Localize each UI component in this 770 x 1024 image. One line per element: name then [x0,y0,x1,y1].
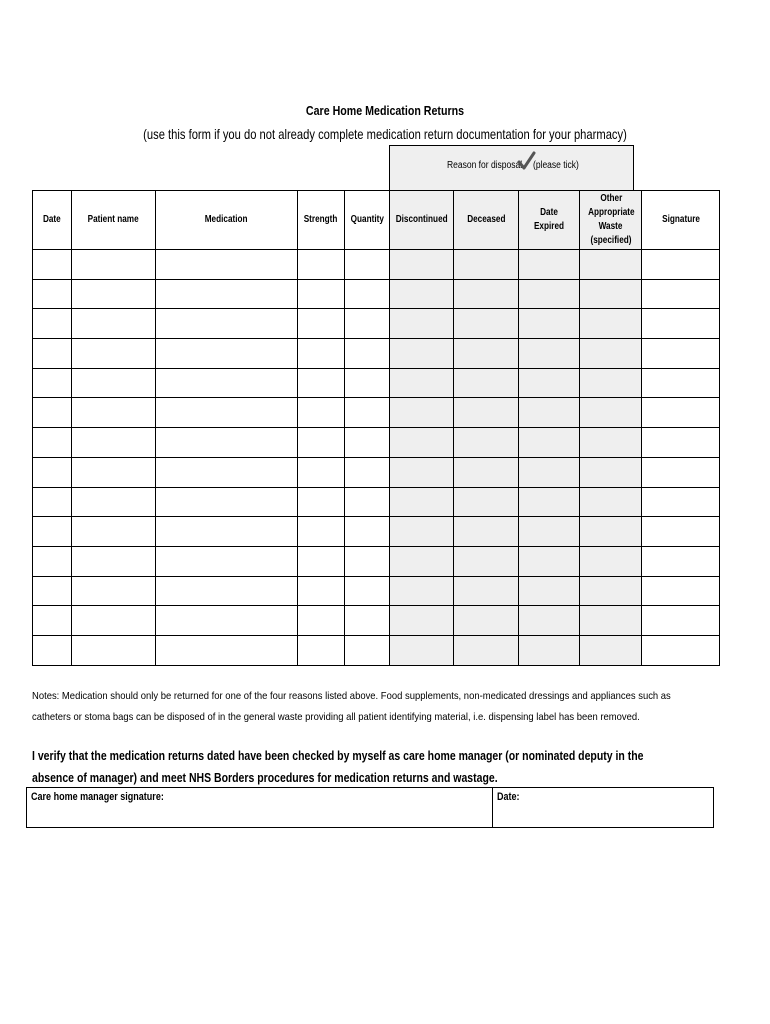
cell-patient-name[interactable] [72,368,156,398]
cell-date-expired[interactable] [519,576,580,606]
cell-deceased[interactable] [454,546,519,576]
col-strength: Strength [298,191,345,250]
col-discontinued: Discontinued [390,191,454,250]
cell-other-waste[interactable] [580,250,642,280]
cell-deceased[interactable] [454,635,519,665]
cell-medication[interactable] [156,517,298,547]
cell-other-waste[interactable] [580,546,642,576]
cell-discontinued[interactable] [390,457,454,487]
cell-date[interactable] [33,339,72,369]
cell-discontinued[interactable] [390,606,454,636]
cell-signature[interactable] [642,279,720,309]
cell-quantity[interactable] [345,457,390,487]
cell-date-expired[interactable] [519,279,580,309]
cell-strength[interactable] [298,517,345,547]
cell-other-waste[interactable] [580,279,642,309]
cell-signature[interactable] [642,250,720,280]
cell-medication[interactable] [156,635,298,665]
cell-date-expired[interactable] [519,428,580,458]
cell-signature[interactable] [642,309,720,339]
cell-signature[interactable] [642,398,720,428]
cell-other-waste[interactable] [580,457,642,487]
table-row [33,576,720,606]
cell-date[interactable] [33,546,72,576]
table-row [33,457,720,487]
cell-medication[interactable] [156,279,298,309]
cell-medication[interactable] [156,457,298,487]
cell-strength[interactable] [298,576,345,606]
cell-signature[interactable] [642,457,720,487]
table-row [33,517,720,547]
cell-patient-name[interactable] [72,398,156,428]
col-signature: Signature [642,191,720,250]
cell-quantity[interactable] [345,279,390,309]
cell-quantity[interactable] [345,606,390,636]
cell-date[interactable] [33,368,72,398]
cell-strength[interactable] [298,606,345,636]
cell-other-waste[interactable] [580,368,642,398]
cell-date-expired[interactable] [519,546,580,576]
cell-date-expired[interactable] [519,398,580,428]
cell-strength[interactable] [298,368,345,398]
notes-text: Notes: Medication should only be returned for one of the four reasons listed above. Food supplements, non-medicated dressings and appliances such as catheters or stoma bags can be disposed of in the general waste providing all patient identifying material, i.e. dispensing label has been removed. [32,690,671,723]
cell-date-expired[interactable] [519,339,580,369]
cell-date[interactable] [33,487,72,517]
cell-patient-name[interactable] [72,457,156,487]
cell-quantity[interactable] [345,398,390,428]
cell-discontinued[interactable] [390,368,454,398]
date-label: Date: [497,791,520,803]
cell-signature[interactable] [642,606,720,636]
cell-deceased[interactable] [454,487,519,517]
cell-date[interactable] [33,606,72,636]
cell-quantity[interactable] [345,309,390,339]
cell-discontinued[interactable] [390,250,454,280]
cell-deceased[interactable] [454,517,519,547]
cell-patient-name[interactable] [72,250,156,280]
col-medication: Medication [156,191,298,250]
cell-quantity[interactable] [345,635,390,665]
cell-medication[interactable] [156,546,298,576]
cell-deceased[interactable] [454,309,519,339]
cell-discontinued[interactable] [390,398,454,428]
cell-patient-name[interactable] [72,576,156,606]
cell-date[interactable] [33,635,72,665]
cell-signature[interactable] [642,368,720,398]
cell-patient-name[interactable] [72,487,156,517]
cell-strength[interactable] [298,546,345,576]
cell-discontinued[interactable] [390,635,454,665]
form-subtitle: (use this form if you do not already complete medication return documentation for your pharmacy) [143,126,627,142]
reason-for-disposal-label: Reason for disposal [447,160,523,171]
cell-date[interactable] [33,428,72,458]
cell-quantity[interactable] [345,428,390,458]
cell-discontinued[interactable] [390,487,454,517]
cell-date[interactable] [33,517,72,547]
cell-deceased[interactable] [454,576,519,606]
cell-patient-name[interactable] [72,339,156,369]
cell-quantity[interactable] [345,250,390,280]
cell-date[interactable] [33,309,72,339]
table-row [33,309,720,339]
col-quantity: Quantity [345,191,390,250]
cell-strength[interactable] [298,279,345,309]
cell-signature[interactable] [642,517,720,547]
cell-patient-name[interactable] [72,279,156,309]
cell-discontinued[interactable] [390,428,454,458]
cell-signature[interactable] [642,428,720,458]
cell-date[interactable] [33,279,72,309]
cell-date-expired[interactable] [519,309,580,339]
cell-discontinued[interactable] [390,279,454,309]
table-row [33,250,720,280]
table-row [33,279,720,309]
cell-patient-name[interactable] [72,635,156,665]
cell-quantity[interactable] [345,517,390,547]
cell-signature[interactable] [642,576,720,606]
cell-other-waste[interactable] [580,309,642,339]
cell-quantity[interactable] [345,339,390,369]
cell-strength[interactable] [298,487,345,517]
cell-date-expired[interactable] [519,606,580,636]
cell-patient-name[interactable] [72,546,156,576]
cell-deceased[interactable] [454,368,519,398]
col-date: Date [33,191,72,250]
signature-box [26,787,714,828]
cell-discontinued[interactable] [390,546,454,576]
cell-signature[interactable] [642,339,720,369]
col-date-expired: Date Expired [519,191,580,250]
table-row [33,398,720,428]
cell-deceased[interactable] [454,606,519,636]
cell-strength[interactable] [298,398,345,428]
cell-date[interactable] [33,576,72,606]
cell-date-expired[interactable] [519,517,580,547]
cell-patient-name[interactable] [72,428,156,458]
table-row [33,546,720,576]
cell-medication[interactable] [156,339,298,369]
cell-other-waste[interactable] [580,487,642,517]
cell-other-waste[interactable] [580,635,642,665]
verification-statement: I verify that the medication returns dated have been checked by myself as care home manager (or nominated deputy in the absence of manager) and meet NHS Borders procedures for medication returns and wastage. [32,749,644,785]
table-row [33,368,720,398]
cell-medication[interactable] [156,398,298,428]
cell-other-waste[interactable] [580,517,642,547]
cell-patient-name[interactable] [72,309,156,339]
cell-strength[interactable] [298,457,345,487]
cell-deceased[interactable] [454,339,519,369]
cell-discontinued[interactable] [390,576,454,606]
cell-deceased[interactable] [454,457,519,487]
cell-deceased[interactable] [454,279,519,309]
please-tick-label: (please tick) [533,160,579,171]
table-row [33,428,720,458]
col-other-waste: Other Appropriate Waste (specified) [580,191,642,250]
cell-date-expired[interactable] [519,368,580,398]
cell-strength[interactable] [298,635,345,665]
cell-quantity[interactable] [345,368,390,398]
cell-discontinued[interactable] [390,339,454,369]
cell-strength[interactable] [298,339,345,369]
cell-other-waste[interactable] [580,576,642,606]
cell-deceased[interactable] [454,428,519,458]
date-field[interactable] [493,788,714,828]
cell-date-expired[interactable] [519,250,580,280]
cell-medication[interactable] [156,428,298,458]
table-header-row [33,191,720,250]
col-patient-name: Patient name [72,191,156,250]
returns-table [32,190,720,666]
manager-signature-field[interactable] [27,788,493,828]
cell-quantity[interactable] [345,576,390,606]
cell-date[interactable] [33,398,72,428]
cell-medication[interactable] [156,250,298,280]
table-row [33,487,720,517]
cell-date-expired[interactable] [519,487,580,517]
cell-strength[interactable] [298,250,345,280]
manager-signature-label: Care home manager signature: [31,791,164,803]
cell-patient-name[interactable] [72,517,156,547]
cell-other-waste[interactable] [580,398,642,428]
cell-deceased[interactable] [454,398,519,428]
table-row [33,339,720,369]
table-row [33,606,720,636]
cell-discontinued[interactable] [390,309,454,339]
cell-quantity[interactable] [345,546,390,576]
table-row [33,635,720,665]
cell-other-waste[interactable] [580,606,642,636]
cell-signature[interactable] [642,487,720,517]
cell-date-expired[interactable] [519,457,580,487]
cell-other-waste[interactable] [580,428,642,458]
cell-strength[interactable] [298,309,345,339]
cell-medication[interactable] [156,487,298,517]
cell-discontinued[interactable] [390,517,454,547]
col-deceased: Deceased [454,191,519,250]
cell-date[interactable] [33,250,72,280]
cell-signature[interactable] [642,546,720,576]
cell-strength[interactable] [298,428,345,458]
cell-medication[interactable] [156,606,298,636]
cell-date-expired[interactable] [519,635,580,665]
cell-patient-name[interactable] [72,606,156,636]
form-title: Care Home Medication Returns [305,103,465,118]
cell-medication[interactable] [156,309,298,339]
cell-medication[interactable] [156,576,298,606]
cell-signature[interactable] [642,635,720,665]
cell-deceased[interactable] [454,250,519,280]
cell-quantity[interactable] [345,487,390,517]
cell-other-waste[interactable] [580,339,642,369]
cell-medication[interactable] [156,368,298,398]
cell-date[interactable] [33,457,72,487]
